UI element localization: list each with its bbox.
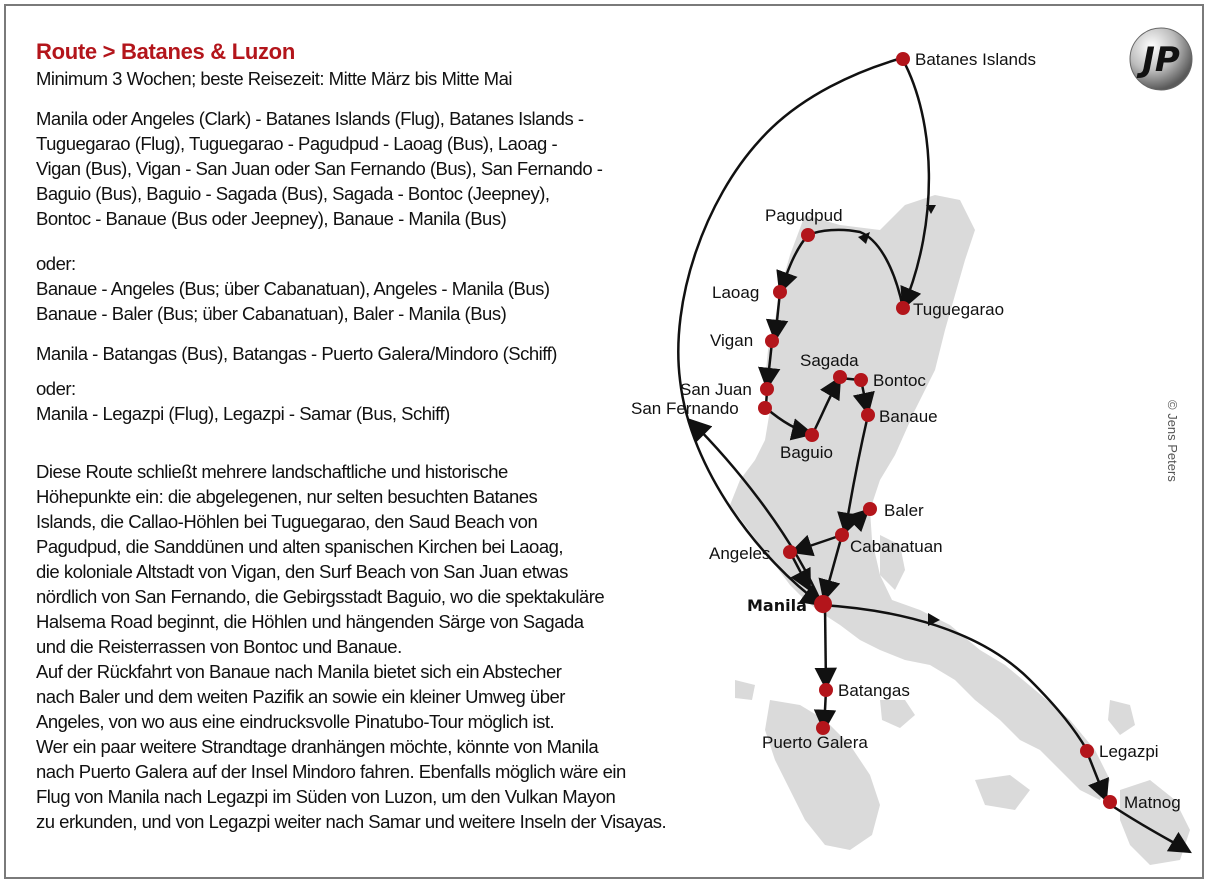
subtitle: Minimum 3 Wochen; beste Reisezeit: Mitte März bis Mitte Mai [36, 68, 512, 89]
masbate-island [975, 775, 1030, 810]
route-main [36, 106, 602, 231]
description [36, 459, 666, 834]
description-line: nach Puerto Galera auf der Insel Mindoro fahren. Ebenfalls möglich wäre ein [36, 761, 626, 782]
dot-pagudpud [801, 228, 815, 242]
description-line: Wer ein paar weitere Strandtage dranhängen möchte, könnte von Manila [36, 736, 599, 757]
description-line: Halsema Road beginnt, die Höhlen und hängenden Särge von Sagada [36, 611, 584, 632]
dot-sanjuan [760, 382, 774, 396]
description-line: zu erkunden, und von Legazpi weiter nach Samar und weitere Inseln der Visayas. [36, 811, 667, 832]
place-label: Legazpi [1099, 742, 1159, 761]
catanduanes-island [1108, 700, 1135, 735]
route-main-line: Tuguegarao (Flug), Tuguegarao - Pagudpud - Laoag (Bus), Laoag - [36, 133, 558, 154]
place-label: Batanes Islands [915, 50, 1036, 69]
description-line: Höhepunkte ein: die abgelegenen, nur selten besuchten Batanes [36, 486, 538, 507]
place-label: Vigan [710, 331, 754, 350]
place-label: Sagada [800, 351, 859, 370]
route-main-line: Manila oder Angeles (Clark) - Batanes Islands (Flug), Batanes Islands - [36, 108, 584, 129]
description-line: die koloniale Altstadt von Vigan, den Surf Beach von San Juan etwas [36, 561, 568, 582]
place-label: Cabanatuan [850, 537, 943, 556]
publisher-logo [1126, 24, 1196, 94]
dot-baguio [805, 428, 819, 442]
place-label: Tuguegarao [913, 300, 1005, 319]
dot-baler [863, 502, 877, 516]
place-label: Pagudpud [765, 206, 843, 225]
dot-bontoc [854, 373, 868, 387]
marinduque-island [880, 700, 915, 728]
oder-label: oder: [36, 378, 76, 399]
description-line: Islands, die Callao-Höhlen bei Tuguegarao, den Saud Beach von [36, 511, 538, 532]
dot-cabanatuan [835, 528, 849, 542]
place-label: Batangas [838, 681, 910, 700]
place-label: Puerto Galera [762, 733, 868, 752]
description-line: nördlich von San Fernando, die Gebirgsstadt Baguio, wo die spektakuläre [36, 586, 605, 607]
copyright-note: © Jens Peters [1165, 400, 1180, 482]
logo-text: JP [1142, 40, 1180, 80]
oder-label: oder: [36, 253, 76, 274]
dot-manila [814, 595, 832, 613]
dot-angeles [783, 545, 797, 559]
place-label: Baguio [780, 443, 833, 462]
place-label: San Fernando [631, 399, 739, 418]
route-alt1 [36, 276, 550, 326]
description-line: Angeles, von wo aus eine eindrucksvolle Pinatubo-Tour möglich ist. [36, 711, 555, 732]
place-label: Manila [747, 596, 807, 615]
dot-vigan [765, 334, 779, 348]
description-line: nach Baler und dem weiten Pazifik an sowie ein kleiner Umweg über [36, 686, 565, 707]
dot-sagada [833, 370, 847, 384]
place-label: Bontoc [873, 371, 926, 390]
place-label: Banaue [879, 407, 938, 426]
dot-tuguegarao [896, 301, 910, 315]
dot-batangas [819, 683, 833, 697]
place-label: Baler [884, 501, 924, 520]
description-line: Flug von Manila nach Legazpi im Süden von Luzon, um den Vulkan Mayon [36, 786, 616, 807]
dot-legazpi [1080, 744, 1094, 758]
small-island-west [735, 680, 755, 700]
route-alt3: Manila - Legazpi (Flug), Legazpi - Samar (Bus, Schiff) [36, 403, 450, 424]
page-title: Route > Batanes & Luzon [36, 39, 295, 64]
description-line: und die Reisterrassen von Bontoc und Banaue. [36, 636, 402, 657]
route-lines [678, 58, 1190, 852]
route-manila-batangas [825, 605, 826, 688]
description-line: Pagudpud, die Sanddünen und alten spanischen Kirchen bei Laoag, [36, 536, 564, 557]
place-label: Laoag [712, 283, 760, 302]
route-main-line: Baguio (Bus), Baguio - Sagada (Bus), Sagada - Bontoc (Jeepney), [36, 183, 550, 204]
dot-sanfernando [758, 401, 772, 415]
dot-laoag [773, 285, 787, 299]
place-label: San Juan [680, 380, 752, 399]
dot-banaue [861, 408, 875, 422]
dot-matnog [1103, 795, 1117, 809]
route-main-line: Bontoc - Banaue (Bus oder Jeepney), Banaue - Manila (Bus) [36, 208, 507, 229]
place-label: Matnog [1124, 793, 1181, 812]
description-line: Diese Route schließt mehrere landschaftliche und historische [36, 461, 508, 482]
dot-batanes [896, 52, 910, 66]
description-line: Auf der Rückfahrt von Banaue nach Manila bietet sich ein Abstecher [36, 661, 562, 682]
route-main-line: Vigan (Bus), Vigan - San Juan oder San Fernando (Bus), San Fernando - [36, 158, 603, 179]
route-alt2: Manila - Batangas (Bus), Batangas - Puerto Galera/Mindoro (Schiff) [36, 343, 557, 364]
land-masses [730, 195, 1190, 865]
route-alt1-line: Banaue - Angeles (Bus; über Cabanatuan), Angeles - Manila (Bus) [36, 278, 550, 299]
place-dots [758, 52, 1117, 809]
route-alt1-line: Banaue - Baler (Bus; über Cabanatuan), Baler - Manila (Bus) [36, 303, 507, 324]
place-label: Angeles [709, 544, 771, 563]
